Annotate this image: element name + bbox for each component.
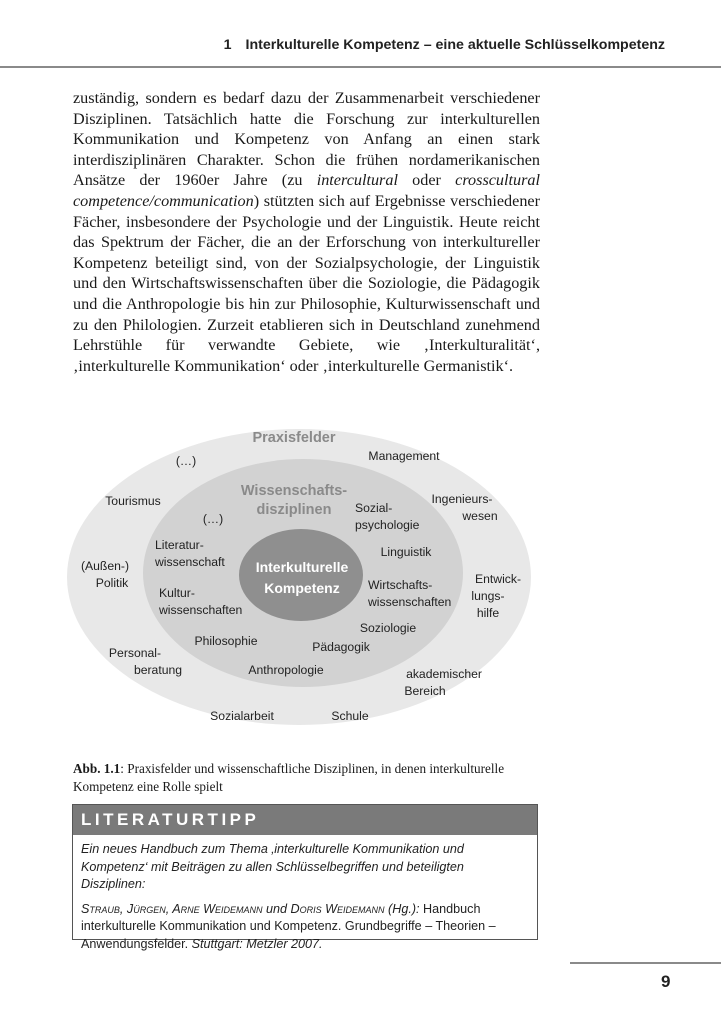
outer-entwicklungshilfe-2: lungs- <box>471 589 505 603</box>
reference-authors: Straub, Jürgen, Arne Weidemann <box>81 901 263 916</box>
outer-entwicklungshilfe-3: hilfe <box>476 606 500 620</box>
literature-tip-intro: Ein neues Handbuch zum Thema ‚interkulturelle Kommunikation und Kompetenz‘ mit Beiträgen zu allen Schlüsselbegriffen und beteiligten Disziplinen: <box>81 842 464 891</box>
middle-etc: (…) <box>202 512 224 526</box>
reference-hg: (Hg.): <box>384 901 420 916</box>
outer-ingenieurswesen-1: Ingenieurs- <box>431 492 493 506</box>
core-label-2: Kompetenz <box>264 580 340 596</box>
body-text-2: oder <box>397 171 456 190</box>
figure-caption <box>73 760 540 795</box>
outer-politik-2: Politik <box>95 576 129 590</box>
reference-book-title: Handbuch interkulturelle Kommunikation und Kompetenz. Grundbegriffe – Theorien – Anwendungsfelder. <box>81 901 496 951</box>
core-ellipse <box>239 529 363 621</box>
outer-politik-1: (Außen-) <box>80 559 130 573</box>
middle-literaturwissenschaft-1: Literatur- <box>155 538 204 552</box>
literature-tip-header <box>73 805 537 835</box>
middle-wirtschaftswissenschaften-2: wissenschaften <box>368 595 452 609</box>
chapter-number: 1 <box>223 37 232 53</box>
page-number: 9 <box>661 972 671 991</box>
middle-title-2: disziplinen <box>256 502 332 518</box>
caption-text: : Praxisfelder und wissenschaftliche Disziplinen, in denen interkulturelle Kompetenz eine Rolle spielt <box>73 761 505 794</box>
body-italic-1: intercultural <box>316 171 398 190</box>
header-rule <box>0 66 721 68</box>
outer-entwicklungshilfe-1: Entwick- <box>474 572 522 586</box>
body-text-3: ) stützten sich auf Ergebnisse verschiedener Fächer, insbesondere der Psychologie und der Linguistik. Heute reicht das Spektrum der Fächer, die an der Erforschung von interkultureller Kompetenz beteiligt sind, von der Sozialpsychologie, der Linguistik und den Wirtschaftswissenschaften über die Soziologie, die Pädagogik und die Anthropologie bis hin zur Philosophie, Kulturwissenschaft und zu den Philologien. Zurzeit etablieren sich in Deutschland zunehmend Lehrstühle für verwandte Gebiete, wie ‚Interkulturalität‘, ‚interkulturelle Kommunikation‘ oder ‚interkulturelle Germanistik‘. <box>73 191 540 375</box>
core-label-1: Interkulturelle <box>255 559 349 575</box>
outer-tourismus: Tourismus <box>105 494 161 508</box>
outer-personalberatung-2: beratung <box>133 663 183 677</box>
literature-tip-box <box>72 804 538 951</box>
chapter-title: Interkulturelle Kompetenz – eine aktuelle Schlüsselkompetenz <box>245 37 665 53</box>
body-italic-2: crosscultural competence/communication <box>73 171 541 210</box>
middle-kulturwissenschaften-1: Kultur- <box>159 586 195 600</box>
middle-kulturwissenschaften-2: wissenschaften <box>159 603 243 617</box>
caption-label: Abb. 1.1 <box>73 761 121 776</box>
figure-diagram <box>64 415 534 735</box>
literature-tip-title: LITERATURTIPP <box>81 810 260 829</box>
outer-etc: (…) <box>175 454 197 468</box>
body-text-1: zuständig, sondern es bedarf dazu der Zusammenarbeit verschiedener Disziplinen. Tatsächlich hatte die Forschung zur interkulturellen Kommunikation und Kompetenz von Anfang an einen stark interdisziplinären Charakter. Schon die frühen nordamerikanischen Ansätze der 1960er Jahre (zu <box>73 89 540 190</box>
running-header-text <box>224 37 665 53</box>
outer-personalberatung-1: Personal- <box>108 646 162 660</box>
middle-literaturwissenschaft-2: wissenschaft <box>155 555 225 569</box>
reference-publisher: Stuttgart: Metzler 2007. <box>188 936 323 951</box>
outer-akademischer-bereich-2: Bereich <box>404 684 446 698</box>
diagram-svg <box>64 415 534 735</box>
footer-rule <box>570 962 721 964</box>
reference-author-3: Doris Weidemann <box>290 901 385 916</box>
middle-paedagogik: Pädagogik <box>312 640 370 654</box>
outer-schule: Schule <box>331 709 369 723</box>
literature-tip-body <box>81 841 529 953</box>
running-header <box>0 0 721 70</box>
outer-sozialarbeit: Sozialarbeit <box>210 709 274 723</box>
middle-philosophie: Philosophie <box>194 634 258 648</box>
middle-wirtschaftswissenschaften-1: Wirtschafts- <box>368 578 433 592</box>
outer-ingenieurswesen-2: wesen <box>462 509 498 523</box>
body-paragraph <box>73 88 540 376</box>
middle-anthropologie: Anthropologie <box>248 663 324 677</box>
outer-title: Praxisfelder <box>252 430 336 446</box>
middle-soziologie: Soziologie <box>359 621 417 635</box>
middle-title-1: Wissenschafts- <box>240 483 348 499</box>
reference-und: und <box>262 901 291 916</box>
literature-tip-reference <box>81 901 529 954</box>
middle-sozialpsychologie-2: psychologie <box>355 518 420 532</box>
middle-sozialpsychologie-1: Sozial- <box>355 501 393 515</box>
outer-akademischer-bereich-1: akademischer <box>406 667 482 681</box>
outer-management: Management <box>368 449 440 463</box>
middle-linguistik: Linguistik <box>380 545 432 559</box>
